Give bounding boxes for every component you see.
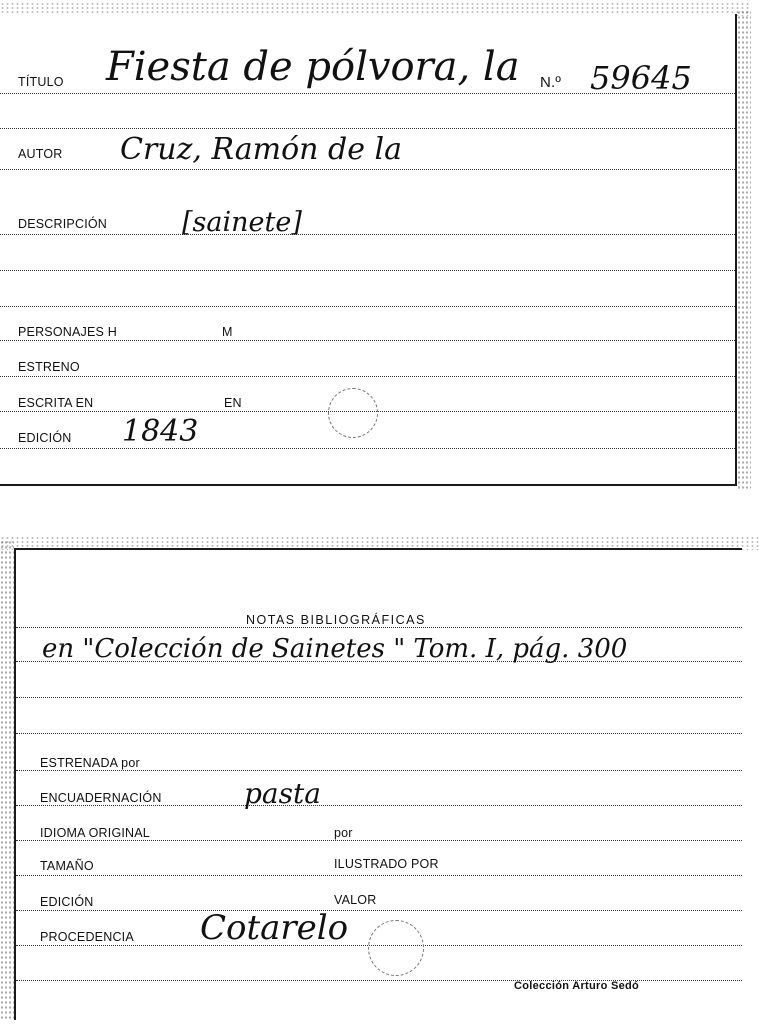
catalog-card-bottom (14, 548, 742, 1020)
tamano-label: TAMAÑO (40, 859, 94, 873)
rule-line (16, 910, 742, 911)
rule-line (16, 875, 742, 876)
personajes-label: PERSONAJES H (18, 325, 117, 339)
titulo-label: TÍTULO (18, 75, 64, 89)
top-card-right-edge (737, 10, 751, 490)
rule-line (16, 697, 742, 698)
faded-stamp (368, 920, 424, 976)
encuadernacion-label: ENCUADERNACIÓN (40, 791, 162, 805)
edicion-label: EDICIÓN (18, 431, 72, 445)
escrita-en-label: ESCRITA EN (18, 396, 94, 410)
autor-value: Cruz, Ramón de la (120, 132, 402, 167)
notas-heading: NOTAS BIBLIOGRÁFICAS (246, 613, 426, 627)
bottom-card-left-edge (0, 540, 14, 1020)
estreno-label: ESTRENO (18, 360, 80, 374)
por-label: por (334, 826, 353, 840)
faded-stamp (328, 388, 378, 438)
numero-value: 59645 (590, 59, 692, 97)
descripcion-label: DESCRIPCIÓN (18, 217, 108, 231)
procedencia-label: PROCEDENCIA (40, 930, 134, 944)
rule-line (0, 128, 735, 129)
ilustrado-label: ILUSTRADO POR (334, 857, 439, 871)
edicion-label-bottom: EDICIÓN (40, 895, 94, 909)
edicion-value: 1843 (122, 414, 199, 449)
encuadernacion-value: pasta (244, 777, 321, 810)
rule-line (0, 448, 735, 449)
en-label: EN (224, 396, 242, 410)
m-label: M (222, 325, 233, 339)
rule-line (0, 234, 735, 235)
idioma-label: IDIOMA ORIGINAL (40, 826, 150, 840)
notas-value: en "Colección de Sainetes " Tom. I, pág. 300 (42, 634, 628, 664)
rule-line (16, 733, 742, 734)
valor-label: VALOR (334, 893, 377, 907)
rule-line (0, 306, 735, 307)
catalog-card-top (0, 14, 737, 486)
descripcion-value: [sainete] (182, 207, 302, 238)
estrenada-label: ESTRENADA por (40, 756, 140, 770)
rule-line (0, 169, 735, 170)
procedencia-value: Cotarelo (200, 908, 349, 948)
autor-label: AUTOR (18, 147, 63, 161)
collection-footer: Colección Arturo Sedó (514, 980, 640, 992)
rule-line (0, 270, 735, 271)
rule-line (0, 376, 735, 377)
titulo-value: Fiesta de pólvora, la (106, 44, 520, 90)
numero-label: N.º (540, 74, 562, 91)
